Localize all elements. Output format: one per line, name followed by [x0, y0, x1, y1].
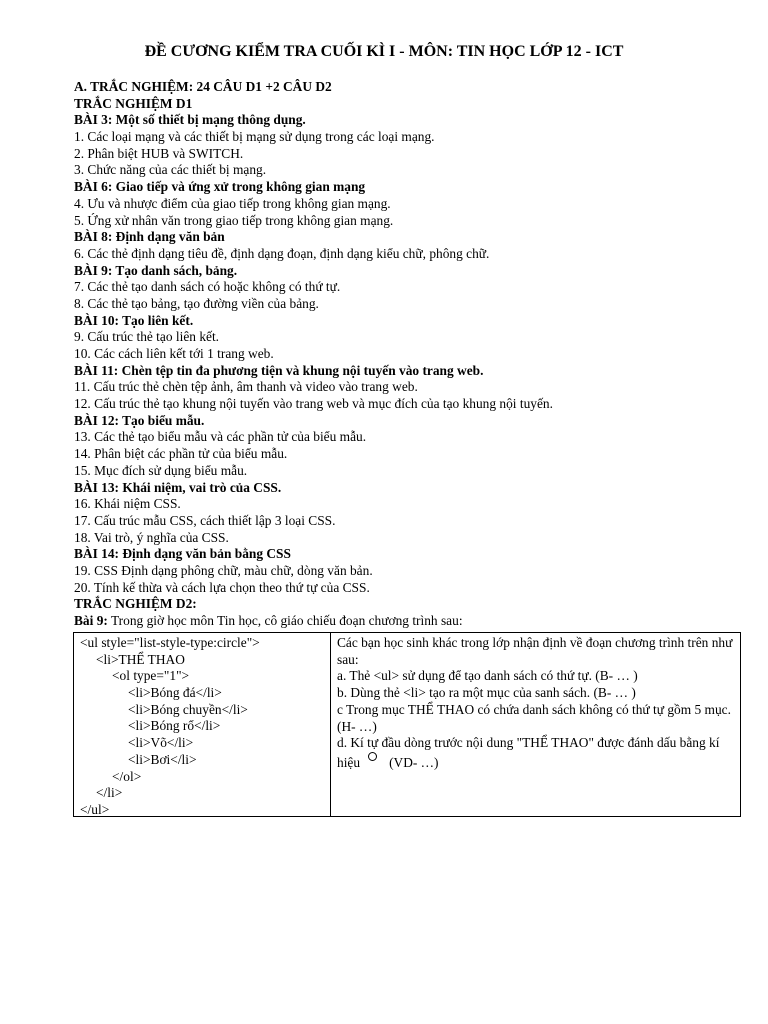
section-heading: BÀI 14: Định dạng văn bản bằng CSS — [74, 546, 291, 562]
code-line: <li>Bơi</li> — [128, 751, 197, 767]
code-line: <li>Bóng chuyền</li> — [128, 701, 248, 717]
outline-item: 11. Cấu trúc thẻ chèn tệp ảnh, âm thanh và video vào trang web. — [74, 379, 418, 395]
outline-item: 7. Các thẻ tạo danh sách có hoặc không có thứ tự. — [74, 279, 341, 295]
statements-intro: Các bạn học sinh khác trong lớp nhận định về đoạn chương trình trên như sau: — [337, 635, 733, 667]
statements-cell — [331, 633, 740, 816]
outline-item: 6. Các thẻ định dạng tiêu đề, định dạng đoạn, định dạng kiểu chữ, phông chữ. — [74, 245, 490, 261]
statement-d-suffix: (VD- …) — [389, 754, 439, 770]
outline-item: 14. Phân biệt các phần tử của biểu mẫu. — [74, 446, 288, 462]
section-heading: TRẮC NGHIỆM D2: — [74, 596, 197, 612]
outline-item: 3. Chức năng của các thiết bị mạng. — [74, 162, 267, 178]
outline-section — [74, 79, 754, 630]
outline-item: 5. Ứng xử nhân văn trong giao tiếp trong không gian mạng. — [74, 212, 394, 228]
circle-bullet-icon — [368, 752, 377, 761]
outline-item: 16. Khái niệm CSS. — [74, 496, 181, 512]
outline-item: 17. Cấu trúc mẫu CSS, cách thiết lập 3 loại CSS. — [74, 512, 336, 528]
bai9-table — [73, 632, 741, 817]
outline-item: 4. Ưu và nhược điểm của giao tiếp trong không gian mạng. — [74, 195, 391, 211]
code-line: <li>Bóng rổ</li> — [128, 718, 221, 734]
code-line: </li> — [96, 785, 123, 801]
statement-d-text: d. Kí tự đầu dòng trước nội dung "THỂ THAO" được đánh dấu bằng kí hiệu — [337, 735, 720, 770]
outline-item: 1. Các loại mạng và các thiết bị mạng sử dụng trong các loại mạng. — [74, 129, 435, 145]
code-line: <li>Bóng đá</li> — [128, 685, 222, 701]
outline-item: 15. Mục đích sử dụng biểu mẫu. — [74, 462, 248, 478]
section-heading: BÀI 10: Tạo liên kết. — [74, 312, 194, 328]
statement-c: c Trong mục THỂ THAO có chứa danh sách không có thứ tự gồm 5 mục. (H- …) — [337, 701, 731, 734]
code-line: </ul> — [80, 801, 110, 817]
outline-item: 2. Phân biệt HUB và SWITCH. — [74, 145, 244, 161]
statement-a: a. Thẻ <ul> sử dụng để tạo danh sách có thứ tự. (B- … ) — [337, 668, 638, 684]
bai9-intro-line — [74, 613, 754, 630]
section-heading: BÀI 11: Chèn tệp tin đa phương tiện và khung nội tuyến vào trang web. — [74, 362, 484, 378]
code-cell — [74, 633, 331, 816]
outline-item: 8. Các thẻ tạo bảng, tạo đường viền của bảng. — [74, 295, 319, 311]
code-line: <ul style="list-style-type:circle"> — [80, 635, 260, 650]
section-heading: BÀI 8: Định dạng văn bản — [74, 229, 225, 245]
bai9-intro-text: Trong giờ học môn Tin học, cô giáo chiếu đoạn chương trình sau: — [107, 613, 463, 628]
section-heading: BÀI 3: Một số thiết bị mạng thông dụng. — [74, 112, 306, 128]
section-heading: BÀI 12: Tạo biểu mẫu. — [74, 412, 205, 428]
outline-item: 10. Các cách liên kết tới 1 trang web. — [74, 346, 274, 361]
outline-item: 19. CSS Định dạng phông chữ, màu chữ, dòng văn bản. — [74, 562, 373, 578]
outline-item: 20. Tính kế thừa và cách lựa chọn theo thứ tự của CSS. — [74, 579, 370, 595]
outline-item: 13. Các thẻ tạo biểu mẫu và các phần tử của biểu mẫu. — [74, 429, 367, 445]
section-heading: BÀI 13: Khái niệm, vai trò của CSS. — [74, 479, 282, 495]
code-line: <li>THỂ THAO — [96, 651, 185, 667]
code-line: <li>Võ</li> — [128, 735, 194, 751]
outline-item: 12. Cấu trúc thẻ tạo khung nội tuyến vào trang web và mục đích của tạo khung nội tuyến. — [74, 396, 553, 412]
outline-item: 18. Vai trò, ý nghĩa của CSS. — [74, 529, 229, 545]
section-heading: BÀI 6: Giao tiếp và ứng xử trong không gian mạng — [74, 179, 366, 195]
statement-b: b. Dùng thẻ <li> tạo ra một mục của sanh sách. (B- … ) — [337, 685, 636, 701]
code-line: </ol> — [112, 768, 142, 784]
bai9-label: Bài 9: — [74, 613, 108, 628]
code-line: <ol type="1"> — [112, 668, 190, 684]
section-heading: A. TRẮC NGHIỆM: 24 CÂU D1 +2 CÂU D2 — [74, 79, 332, 94]
statement-d — [337, 735, 736, 771]
section-heading: TRẮC NGHIỆM D1 — [74, 95, 193, 111]
section-heading: BÀI 9: Tạo danh sách, bảng. — [74, 262, 238, 278]
document-title: ĐỀ CƯƠNG KIỂM TRA CUỐI KÌ I - MÔN: TIN HỌC LỚP 12 - ICT — [144, 43, 624, 60]
outline-item: 9. Cấu trúc thẻ tạo liên kết. — [74, 329, 220, 345]
